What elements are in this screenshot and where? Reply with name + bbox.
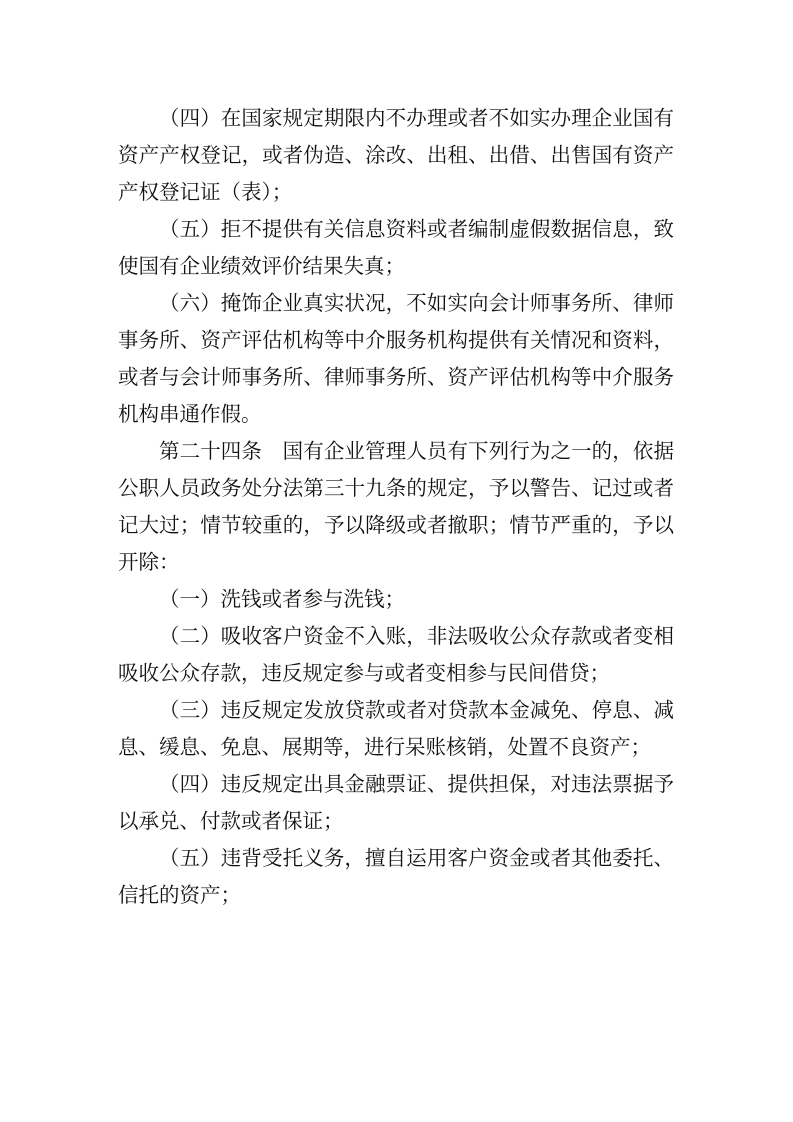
document-body	[118, 100, 674, 914]
paragraph-item-5-false-data: （五）拒不提供有关信息资料或者编制虚假数据信息，致使国有企业绩效评价结果失真；	[118, 217, 674, 278]
paragraph-item-4-financial-instruments: （四）违反规定出具金融票证、提供担保，对违法票据予以承兑、付款或者保证；	[118, 772, 674, 833]
paragraph-item-2-illegal-deposits: （二）吸收客户资金不入账，非法吸收公众存款或者变相吸收公众存款，违反规定参与或者变相参与民间借贷；	[118, 624, 674, 685]
paragraph-item-1-money-laundering: （一）洗钱或者参与洗钱；	[159, 587, 405, 611]
paragraph-item-3-illegal-loans: （三）违反规定发放贷款或者对贷款本金减免、停息、减息、缓息、免息、展期等，进行呆账核销，处置不良资产；	[118, 698, 674, 759]
paragraph-item-6-conceal-status: （六）掩饰企业真实状况，不如实向会计师事务所、律师事务所、资产评估机构等中介服务机构提供有关情况和资料，或者与会计师事务所、律师事务所、资产评估机构等中介服务机构串通作假。	[118, 291, 674, 426]
paragraph-item-4-fake-registration: （四）在国家规定期限内不办理或者不如实办理企业国有资产产权登记，或者伪造、涂改、出租、出借、出售国有资产产权登记证（表）；	[118, 106, 674, 204]
paragraph-item-5-trust-duty: （五）违背受托义务，擅自运用客户资金或者其他委托、信托的资产；	[118, 846, 674, 907]
paragraph-article-24: 第二十四条 国有企业管理人员有下列行为之一的，依据公职人员政务处分法第三十九条的规定，予以警告、记过或者记大过；情节较重的，予以降级或者撤职；情节严重的，予以开除：	[118, 439, 674, 574]
